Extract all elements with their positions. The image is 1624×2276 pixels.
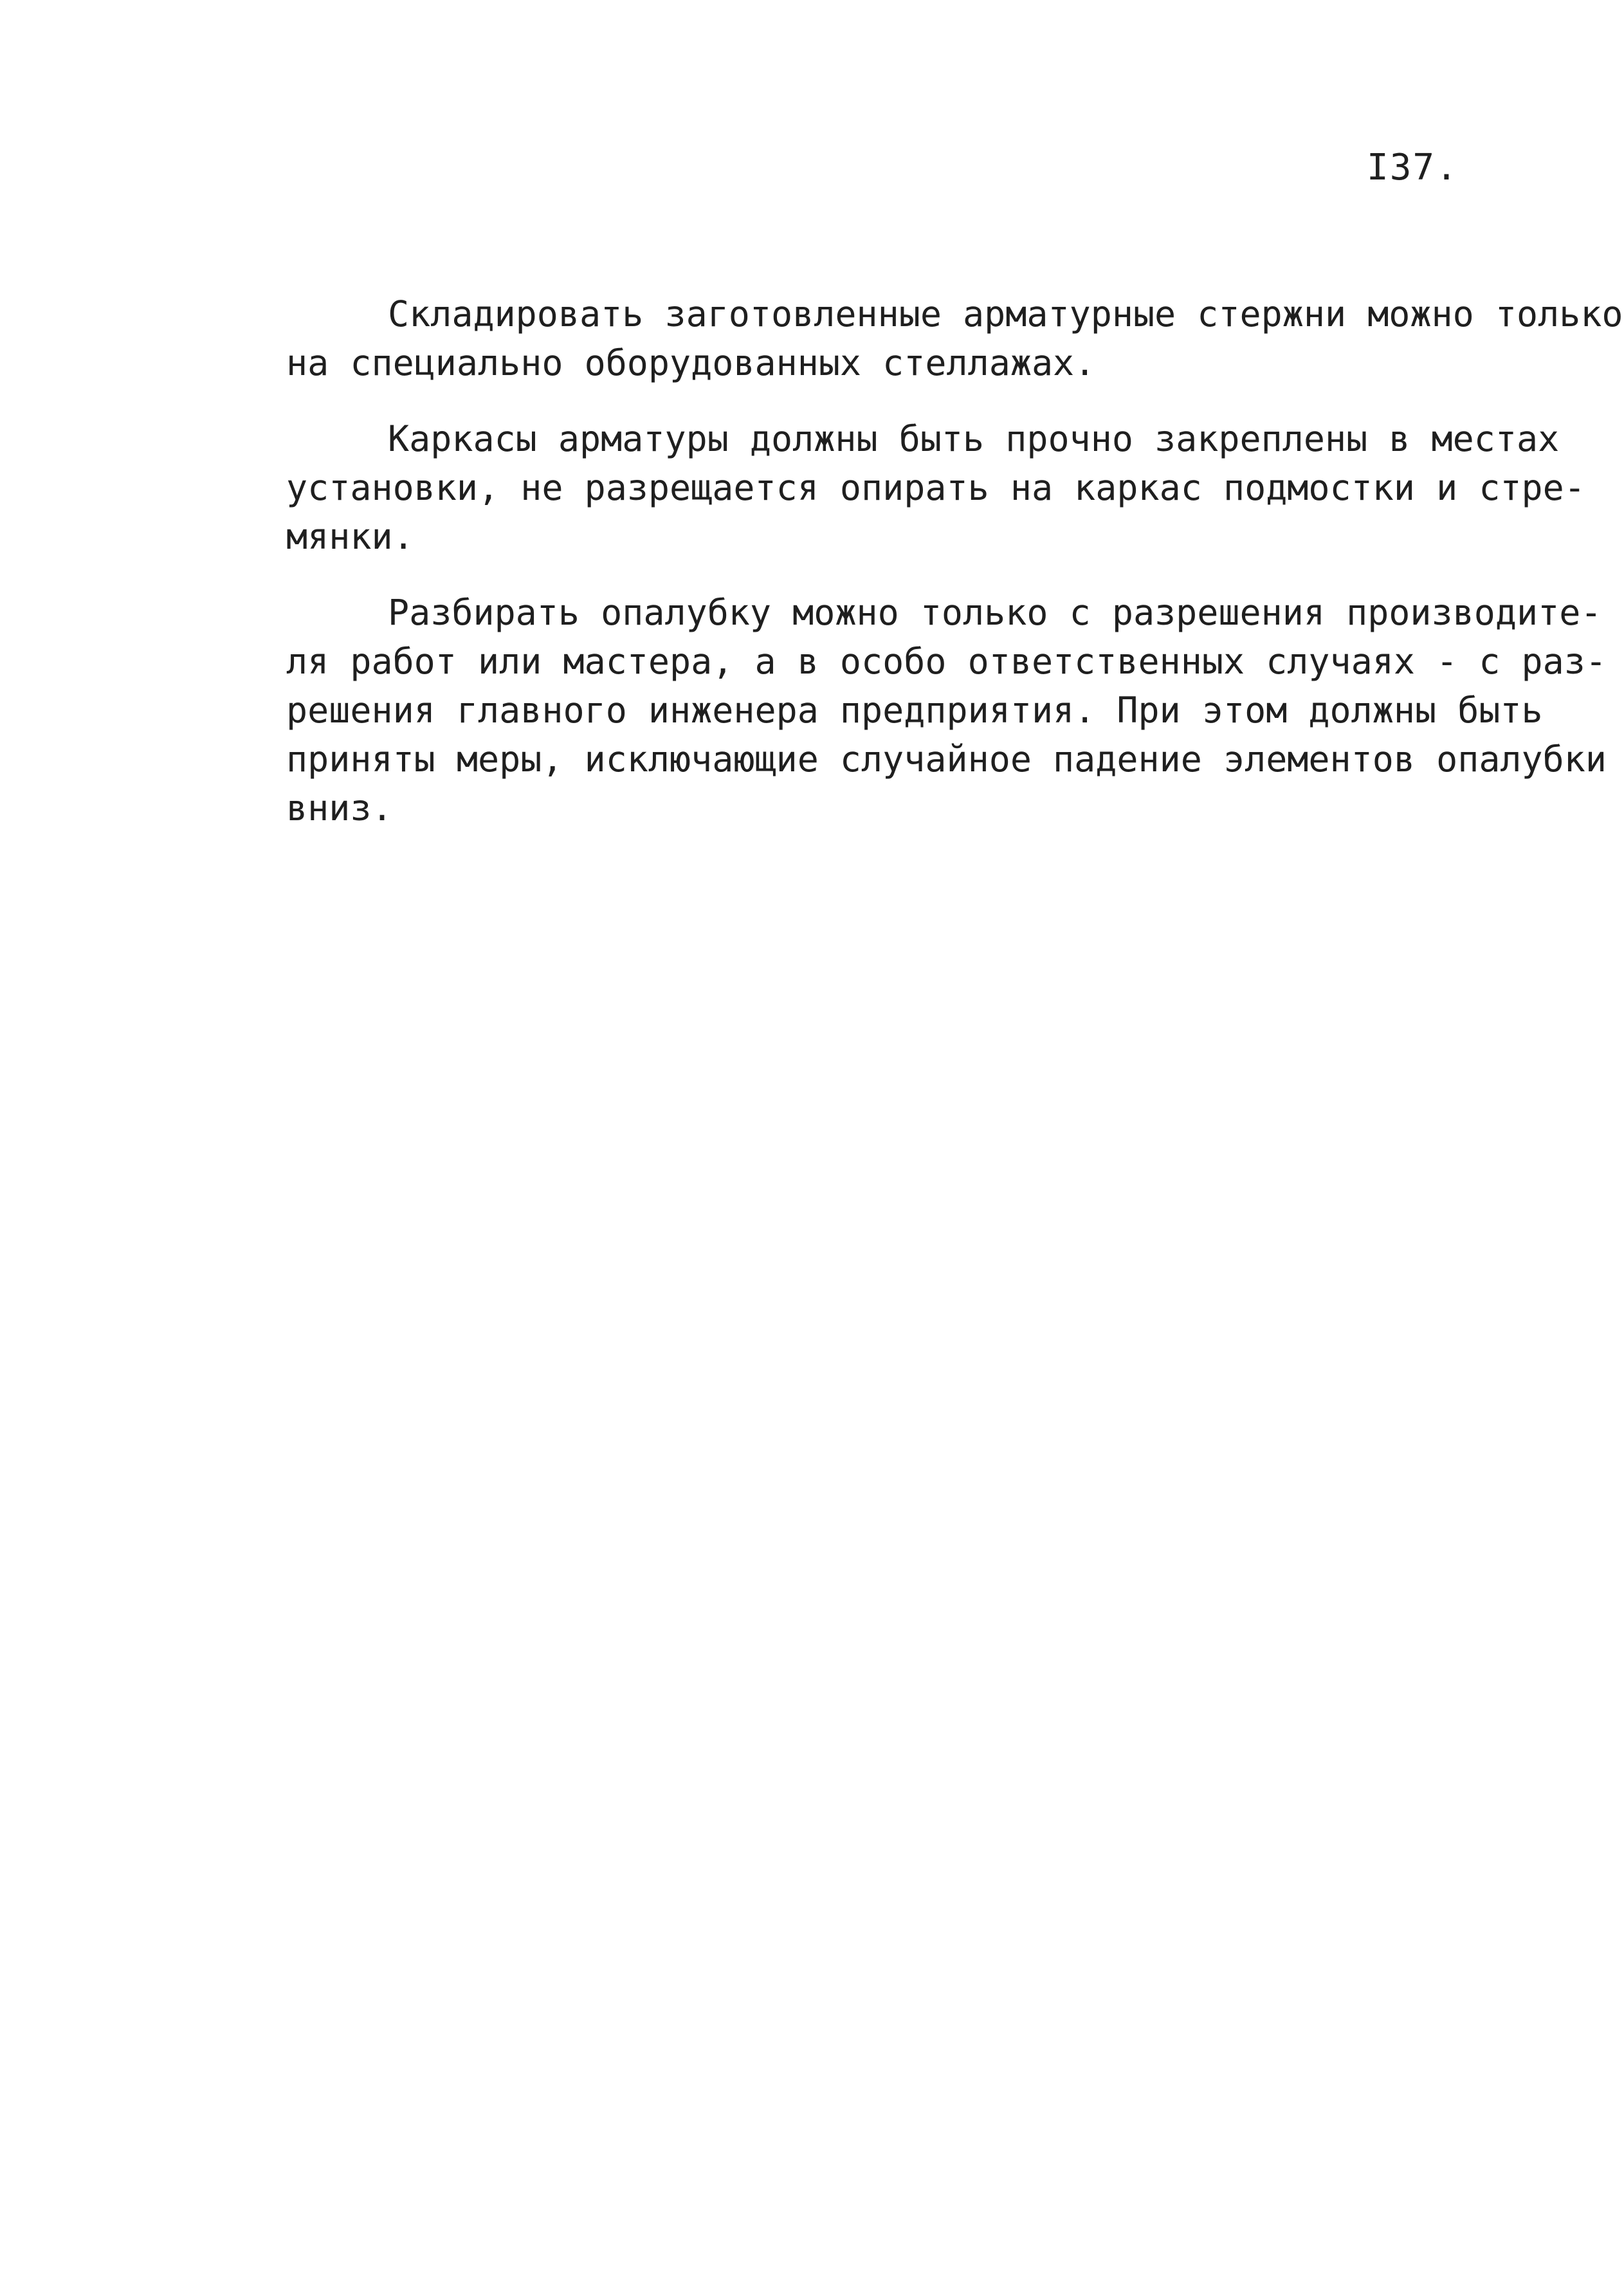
paragraph-frames (286, 414, 1585, 561)
text-line: установки, не разрещается опирать на каркас подмостки и стре- (286, 467, 1585, 508)
text-line: вниз. (286, 787, 393, 829)
paragraph-formwork (286, 588, 1607, 832)
text-line: на специально оборудованных стеллажах. (286, 342, 1096, 383)
text-line: Разбирать опалубку можно только с разрешения производите- (388, 592, 1602, 633)
text-line: ля работ или мастера, а в особо ответственных случаях - с раз- (286, 641, 1607, 682)
text-line: Складировать заготовленные арматурные стержни можно только (388, 293, 1623, 335)
text-line: мянки. (286, 516, 414, 557)
page-number: I37. (1367, 147, 1459, 188)
document-body (286, 289, 1623, 859)
text-line: Каркасы арматуры должны быть прочно закреплены в местах (388, 418, 1560, 459)
text-line: приняты меры, исключающие случайное падение элементов опалубки (286, 739, 1607, 780)
paragraph-storage (286, 289, 1623, 387)
text-line: решения главного инженера предприятия. При этом должны быть (286, 690, 1543, 731)
